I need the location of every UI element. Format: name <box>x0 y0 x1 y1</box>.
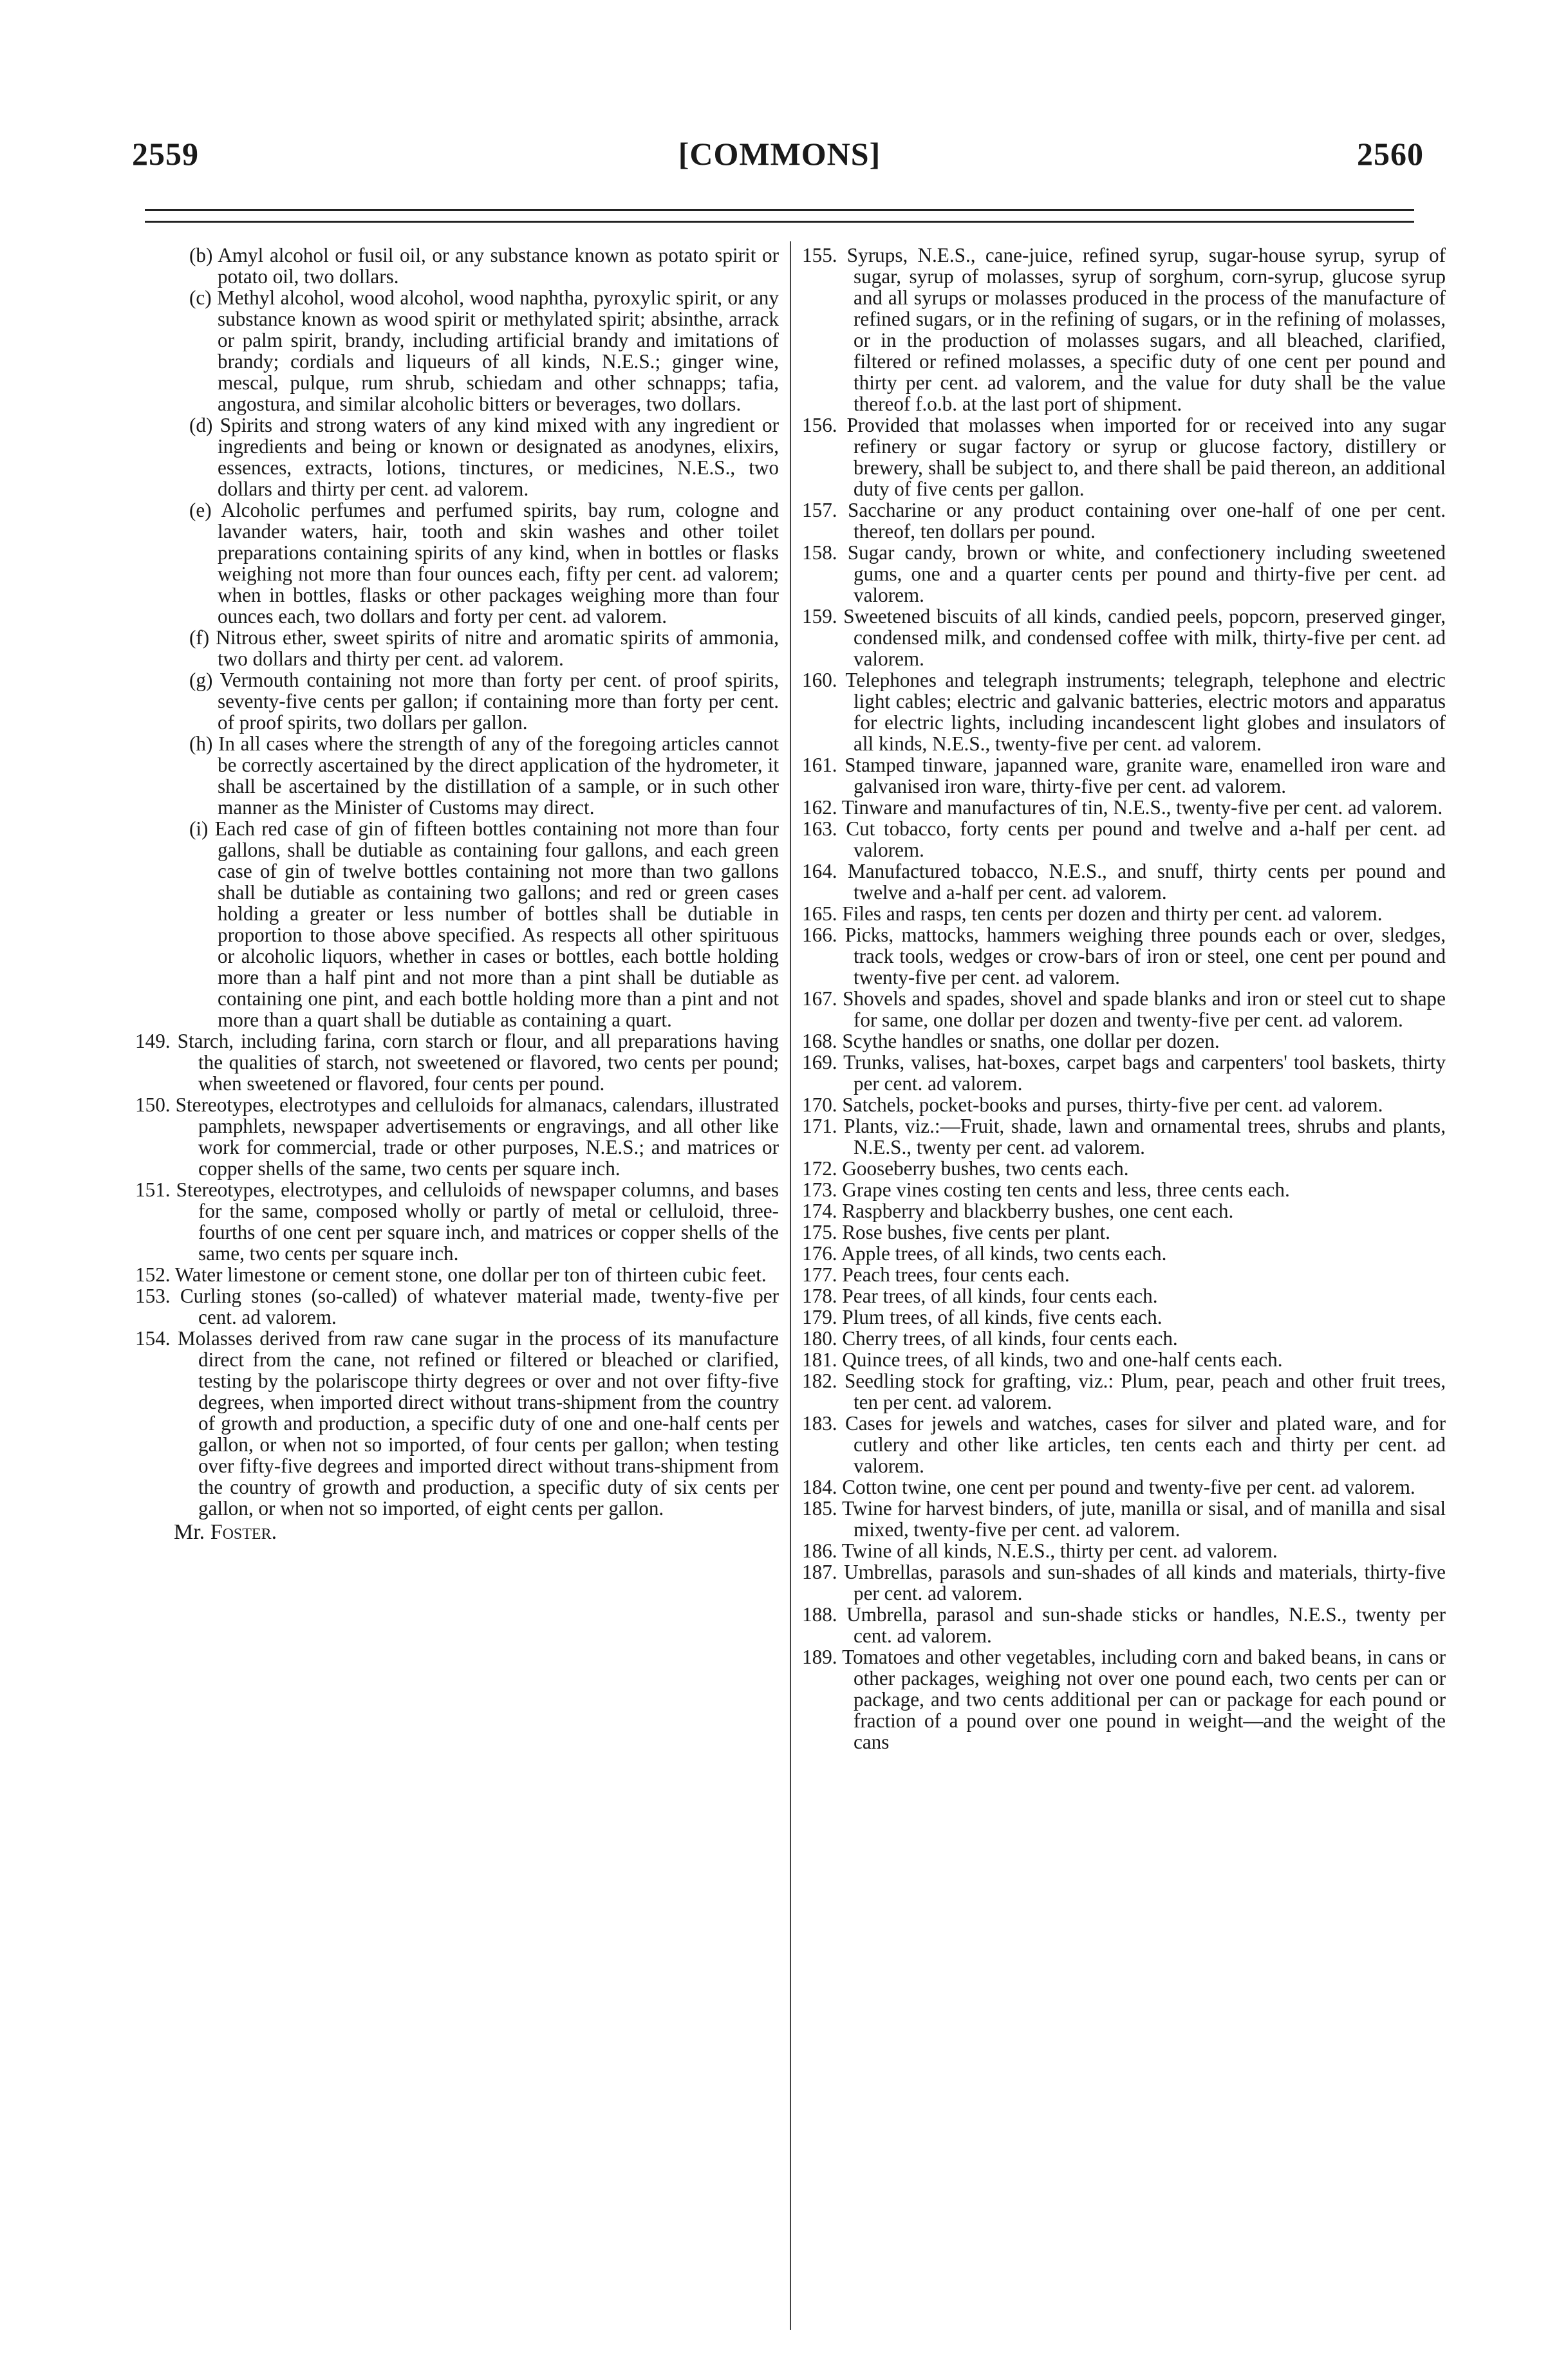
tariff-subitem: (g) Vermouth containing not more than forty per cent. of proof spirits, seventy-five cents per gallon; if containing more than forty per cent. of proof spirits, two dollars per gallon. <box>189 669 779 734</box>
tariff-subitem: (f) Nitrous ether, sweet spirits of nitre and aromatic spirits of ammonia, two dollars and thirty per cent. ad valorem. <box>189 626 779 670</box>
tariff-item: 149. Starch, including farina, corn starch or flour, and all preparations having the qualities of starch, not sweetened or flavored, two cents per pound; when sweetened or flavored, four cents per pound. <box>135 1030 779 1095</box>
tariff-item: 184. Cotton twine, one cent per pound and twenty-five per cent. ad valorem. <box>802 1476 1415 1498</box>
header-rule-bottom <box>145 221 1414 223</box>
tariff-item: 157. Saccharine or any product containing over one-half of one per cent. thereof, ten dollars per pound. <box>802 499 1446 543</box>
tariff-subitem: (h) In all cases where the strength of any of the foregoing articles cannot be correctly ascertained by the direct application of the hydrometer, it shall be ascertained by the distillation of a sample, or in such other manner as the Minister of Customs may direct. <box>189 732 779 819</box>
tariff-item: 167. Shovels and spades, shovel and spade blanks and iron or steel cut to shape for same, one dollar per dozen and twenty-five per cent. ad valorem. <box>802 987 1446 1031</box>
tariff-item: 151. Stereotypes, electrotypes, and celluloids of newspaper columns, and bases for the same, composed wholly or partly of metal or celluloid, three-fourths of one cent per square inch, and matrices or copper shells of the same, two cents per square inch. <box>135 1178 779 1265</box>
page-title: [COMMONS] <box>678 136 881 172</box>
tariff-item: 185. Twine for harvest binders, of jute, manilla or sisal, and of manilla and sisal mixed, twenty-five per cent. ad valorem. <box>802 1497 1446 1541</box>
tariff-item: 168. Scythe handles or snaths, one dollar per dozen. <box>802 1030 1220 1052</box>
tariff-item: 183. Cases for jewels and watches, cases for silver and plated ware, and for cutlery and other like articles, ten cents each and thirty per cent. ad valorem. <box>802 1412 1446 1477</box>
tariff-item: 156. Provided that molasses when imported for or received into any sugar refinery or sugar factory or syrup or glucose factory, distillery or brewery, shall be subject to, and there shall be paid thereon, an additional duty of five cents per gallon. <box>802 414 1446 500</box>
tariff-item: 177. Peach trees, four cents each. <box>802 1263 1070 1286</box>
column-divider <box>790 241 791 2330</box>
tariff-item: 158. Sugar candy, brown or white, and confectionery including sweetened gums, one and a quarter cents per pound and thirty-five per cent. ad valorem. <box>802 541 1446 606</box>
tariff-item: 174. Raspberry and blackberry bushes, one cent each. <box>802 1200 1234 1222</box>
tariff-item: 153. Curling stones (so-called) of whatever material made, twenty-five per cent. ad valorem. <box>135 1285 779 1328</box>
tariff-subitem: (i) Each red case of gin of fifteen bottles containing not more than four gallons, shall be dutiable as containing four gallons, and each green case of gin of twelve bottles containing not more than two gallons shall be dutiable as containing two gallons; and red or green cases holding a greater or less number of bottles shall be dutiable in proportion to those above specified. As respects all other spirituous or alcoholic liquors, whether in cases or bottles, each bottle holding more than a half pint and not more than a pint shall be dutiable as containing one pint, and each bottle holding more than a pint and not more than a quart shall be dutiable as containing a quart. <box>189 817 779 1031</box>
header-rule-top <box>145 209 1414 211</box>
tariff-item: 160. Telephones and telegraph instruments; telegraph, telephone and electric light cables; electric and galvanic batteries, electric motors and apparatus for electric lights, including incandescent light globes and insulators of all kinds, N.E.S., twenty-five per cent. ad valorem. <box>802 669 1446 755</box>
left-column <box>135 245 779 2349</box>
tariff-item: 188. Umbrella, parasol and sun-shade sticks or handles, N.E.S., twenty per cent. ad valorem. <box>802 1603 1446 1647</box>
tariff-item: 189. Tomatoes and other vegetables, including corn and baked beans, in cans or other packages, weighing not over one pound each, two cents per can or package, and two cents additional per can or package for each pound or fraction of a pound over one pound in weight—and the weight of the cans <box>802 1646 1446 1753</box>
tariff-item: 166. Picks, mattocks, hammers weighing three pounds each or over, sledges, track tools, wedges or crow-bars of iron or steel, one cent per pound and twenty-five per cent. ad valorem. <box>802 924 1446 989</box>
tariff-item: 150. Stereotypes, electrotypes and celluloids for almanacs, calendars, illustrated pamphlets, newspaper advertisements or engravings, and all other like work for commercial, trade or other purposes, N.E.S.; and matrices or copper shells of the same, two cents per square inch. <box>135 1093 779 1180</box>
tariff-item: 176. Apple trees, of all kinds, two cents each. <box>802 1242 1167 1265</box>
tariff-item: 161. Stamped tinware, japanned ware, granite ware, enamelled iron ware and galvanised iron ware, thirty-five per cent. ad valorem. <box>802 754 1446 797</box>
tariff-item: 179. Plum trees, of all kinds, five cents each. <box>802 1306 1162 1328</box>
right-column <box>802 245 1446 2349</box>
tariff-item: 163. Cut tobacco, forty cents per pound and twelve and a-half per cent. ad valorem. <box>802 817 1446 861</box>
tariff-item: 155. Syrups, N.E.S., cane-juice, refined syrup, sugar-house syrup, syrup of sugar, syrup of molasses, syrup of sorghum, corn-syrup, glucose syrup and all syrups or molasses produced in the process of the manufacture of refined sugars, or in the refining of sugars, or in the refining of molasses, or in the production of molasses sugars, and all bleached, clarified, filtered or refined molasses, a specific duty of one cent per pound and thirty per cent. ad valorem, and the value for duty shall be the value thereof f.o.b. at the last port of shipment. <box>802 245 1446 415</box>
tariff-item: 162. Tinware and manufactures of tin, N.E.S., twenty-five per cent. ad valorem. <box>802 796 1443 819</box>
right-page-number: 2560 <box>1357 136 1424 172</box>
tariff-subitem: (d) Spirits and strong waters of any kind mixed with any ingredient or ingredients and being or known or designated as anodynes, elixirs, essences, extracts, lotions, tinctures, or medicines, N.E.S., two dollars and thirty per cent. ad valorem. <box>189 414 779 500</box>
tariff-item: 175. Rose bushes, five cents per plant. <box>802 1221 1110 1243</box>
left-page-number: 2559 <box>132 136 199 172</box>
tariff-subitem: (b) Amyl alcohol or fusil oil, or any substance known as potato spirit or potato oil, two dollars. <box>189 245 779 288</box>
tariff-item: 186. Twine of all kinds, N.E.S., thirty per cent. ad valorem. <box>802 1539 1278 1562</box>
tariff-item: 182. Seedling stock for grafting, viz.: Plum, pear, peach and other fruit trees, ten per cent. ad valorem. <box>802 1370 1446 1413</box>
tariff-item: 154. Molasses derived from raw cane sugar in the process of its manufacture direct from the cane, not refined or filtered or bleached or clarified, testing by the polariscope thirty degrees or over and not over fifty-five degrees, when imported direct without trans-shipment from the country of growth and production, a specific duty of one and one-half cents per gallon, or when not so imported, of four cents per gallon; when testing over fifty-five degrees and imported direct without trans-shipment from the country of growth and production, a specific duty of six cents per gallon, or when not so imported, of eight cents per gallon. <box>135 1327 779 1520</box>
tariff-item: 178. Pear trees, of all kinds, four cents each. <box>802 1285 1158 1307</box>
speaker-prefix: Mr. <box>174 1520 205 1544</box>
tariff-item: 169. Trunks, valises, hat-boxes, carpet bags and carpenters' tool baskets, thirty per cent. ad valorem. <box>802 1051 1446 1095</box>
tariff-item: 181. Quince trees, of all kinds, two and one-half cents each. <box>802 1348 1283 1371</box>
speaker-name: Foster. <box>210 1520 277 1544</box>
tariff-item: 172. Gooseberry bushes, two cents each. <box>802 1157 1129 1180</box>
tariff-subitem: (e) Alcoholic perfumes and perfumed spirits, bay rum, cologne and lavander waters, hair, tooth and skin washes and other toilet preparations containing spirits of any kind, when in bottles or flasks weighing not more than four ounces each, fifty per cent. ad valorem; when in bottles, flasks or other packages weighing more than four ounces each, two dollars and forty per cent. ad valorem. <box>189 499 779 628</box>
tariff-item: 173. Grape vines costing ten cents and less, three cents each. <box>802 1178 1290 1201</box>
speaker-signature <box>135 1521 779 1543</box>
tariff-item: 171. Plants, viz.:—Fruit, shade, lawn and ornamental trees, shrubs and plants, N.E.S., twenty per cent. ad valorem. <box>802 1115 1446 1158</box>
tariff-item: 159. Sweetened biscuits of all kinds, candied peels, popcorn, preserved ginger, condensed milk, and condensed coffee with milk, thirty-five per cent. ad valorem. <box>802 605 1446 670</box>
tariff-item: 164. Manufactured tobacco, N.E.S., and snuff, thirty cents per pound and twelve and a-half per cent. ad valorem. <box>802 860 1446 904</box>
tariff-item: 180. Cherry trees, of all kinds, four cents each. <box>802 1327 1178 1350</box>
tariff-item: 152. Water limestone or cement stone, one dollar per ton of thirteen cubic feet. <box>135 1263 767 1286</box>
tariff-subitem: (c) Methyl alcohol, wood alcohol, wood naphtha, pyroxylic spirit, or any substance known as wood spirit or methylated spirit; absinthe, arrack or palm spirit, brandy, including artificial brandy and imitations of brandy; cordials and liqueurs of all kinds, N.E.S.; ginger wine, mescal, pulque, rum shrub, schiedam and other schnapps; tafia, angostura, and similar alcoholic bitters or beverages, two dollars. <box>189 286 779 415</box>
tariff-item: 170. Satchels, pocket-books and purses, thirty-five per cent. ad valorem. <box>802 1093 1383 1116</box>
tariff-item: 187. Umbrellas, parasols and sun-shades of all kinds and materials, thirty-five per cent. ad valorem. <box>802 1561 1446 1604</box>
tariff-item: 165. Files and rasps, ten cents per dozen and thirty per cent. ad valorem. <box>802 902 1383 925</box>
